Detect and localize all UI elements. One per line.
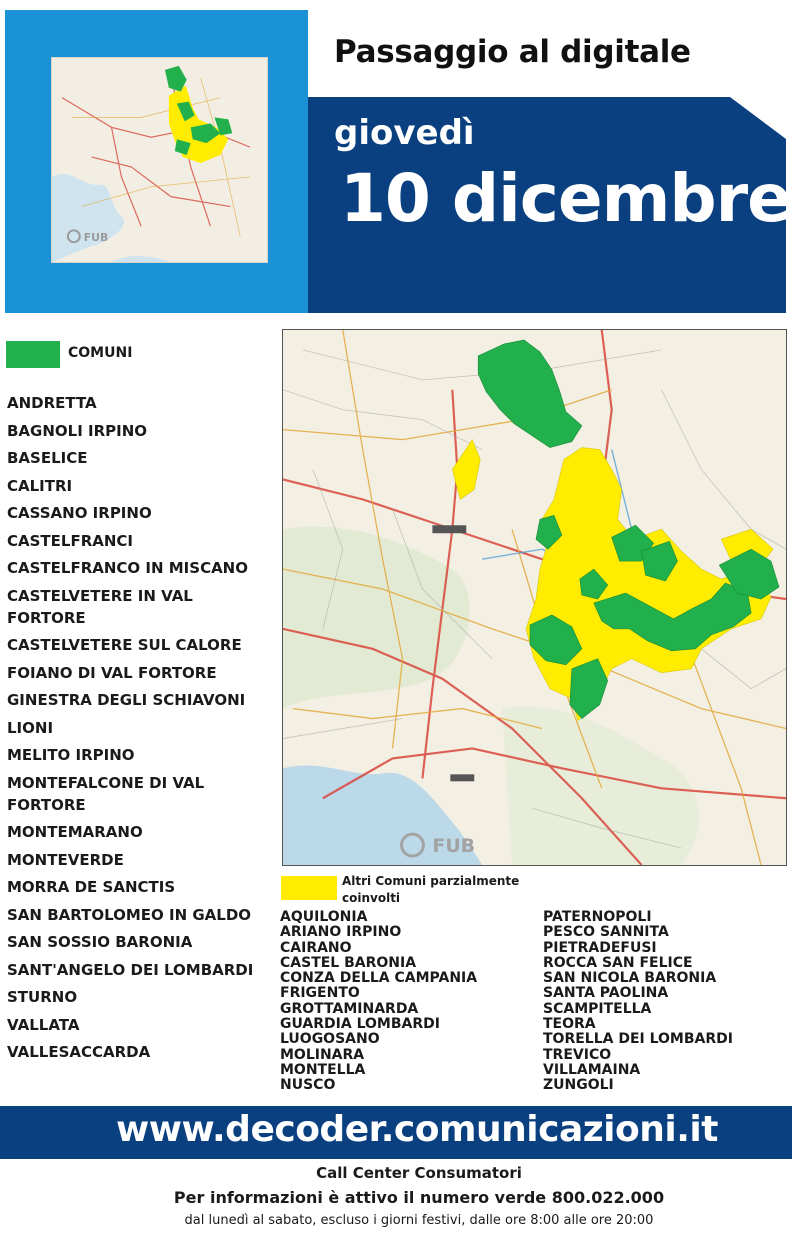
list-item: MONTEFALCONE DI VAL FORTORE (7, 773, 205, 814)
list-item: AQUILONIA (280, 909, 368, 925)
date-weekday: giovedì (334, 113, 475, 153)
legend-green-swatch (6, 341, 60, 368)
list-item: MORRA DE SANCTIS (7, 878, 176, 896)
fub-logo: FUB (432, 835, 476, 858)
list-item: CAIRANO (280, 939, 352, 956)
list-item: NUSCO (280, 1077, 336, 1094)
website-link[interactable]: www.decoder.comunicazioni.it (116, 1109, 718, 1150)
legend-yellow-swatch (281, 876, 337, 900)
list-item: BAGNOLI IRPINO (7, 421, 148, 440)
legend-green-label: COMUNI (68, 345, 133, 361)
list-item: FOIANO DI VAL FORTORE (7, 663, 217, 682)
list-item: TEORA (543, 1016, 596, 1033)
list-item: CASTELFRANCO IN MISCANO (7, 559, 248, 577)
list-item: CASTELVETERE IN VAL FORTORE (7, 586, 193, 627)
list-item: PESCO SANNITA (543, 924, 669, 941)
list-item: STURNO (7, 988, 78, 1006)
legend-yellow-label: Altri Comuni parzialmente coinvolti (342, 874, 520, 905)
list-item: VALLATA (7, 1015, 80, 1034)
comuni-list (7, 392, 272, 1069)
main-map (282, 329, 787, 866)
list-item: ANDRETTA (7, 394, 97, 412)
list-item: CASTELVETERE SUL CALORE (7, 636, 242, 654)
call-center-title: Call Center Consumatori (316, 1164, 522, 1182)
call-center-hours: dal lunedì al sabato, escluso i giorni festivi, dalle ore 8:00 alle ore 20:00 (184, 1213, 654, 1228)
list-item: MONTELLA (280, 1061, 366, 1078)
list-item: GUARDIA LOMBARDI (280, 1016, 440, 1033)
overview-map-thumbnail (51, 57, 268, 263)
list-item: VILLAMAINA (543, 1061, 641, 1078)
list-item: MONTEMARANO (7, 823, 143, 841)
call-center-info: Per informazioni è attivo il numero verde 800.022.000 (173, 1188, 665, 1207)
list-item: SANT'ANGELO DEI LOMBARDI (7, 960, 254, 979)
overview-map-graphic (52, 58, 267, 262)
list-item: MELITO IRPINO (7, 746, 135, 764)
list-item: VALLESACCARDA (7, 1043, 151, 1061)
list-item: ZUNGOLI (543, 1077, 614, 1094)
list-item: LIONI (7, 718, 54, 737)
list-item: TREVICO (543, 1046, 612, 1063)
list-item: TORELLA DEI LOMBARDI (543, 1031, 733, 1048)
list-item: SAN BARTOLOMEO IN GALDO (7, 905, 252, 924)
list-item: CALITRI (7, 476, 73, 495)
list-item: CONZA DELLA CAMPANIA (280, 970, 478, 987)
list-item: CASTEL BARONIA (280, 954, 417, 971)
fub-logo-small: FUB (83, 231, 109, 245)
altri-comuni-list-right (543, 910, 733, 1094)
list-item: PATERNOPOLI (543, 909, 652, 925)
page-title: Passaggio al digitale (334, 34, 691, 70)
list-item: ARIANO IRPINO (280, 924, 402, 941)
list-item: SANTA PAOLINA (543, 985, 669, 1002)
list-item: PIETRADEFUSI (543, 939, 657, 956)
list-item: SAN NICOLA BARONIA (543, 970, 717, 987)
list-item: SCAMPITELLA (543, 1000, 652, 1017)
list-item: GINESTRA DEGLI SCHIAVONI (7, 691, 246, 709)
list-item: MOLINARA (280, 1046, 365, 1063)
list-item: BASELICE (7, 449, 88, 467)
list-item: GROTTAMINARDA (280, 1000, 419, 1017)
list-item: ROCCA SAN FELICE (543, 954, 693, 971)
list-item: CASSANO IRPINO (7, 504, 152, 522)
altri-comuni-list-left (280, 910, 477, 1094)
list-item: FRIGENTO (280, 985, 360, 1002)
date-value: 10 dicembre (340, 160, 791, 237)
main-map-graphic (283, 330, 786, 865)
list-item: MONTEVERDE (7, 850, 124, 869)
list-item: SAN SOSSIO BARONIA (7, 933, 193, 951)
list-item: LUOGOSANO (280, 1031, 380, 1048)
list-item: CASTELFRANCI (7, 531, 134, 550)
